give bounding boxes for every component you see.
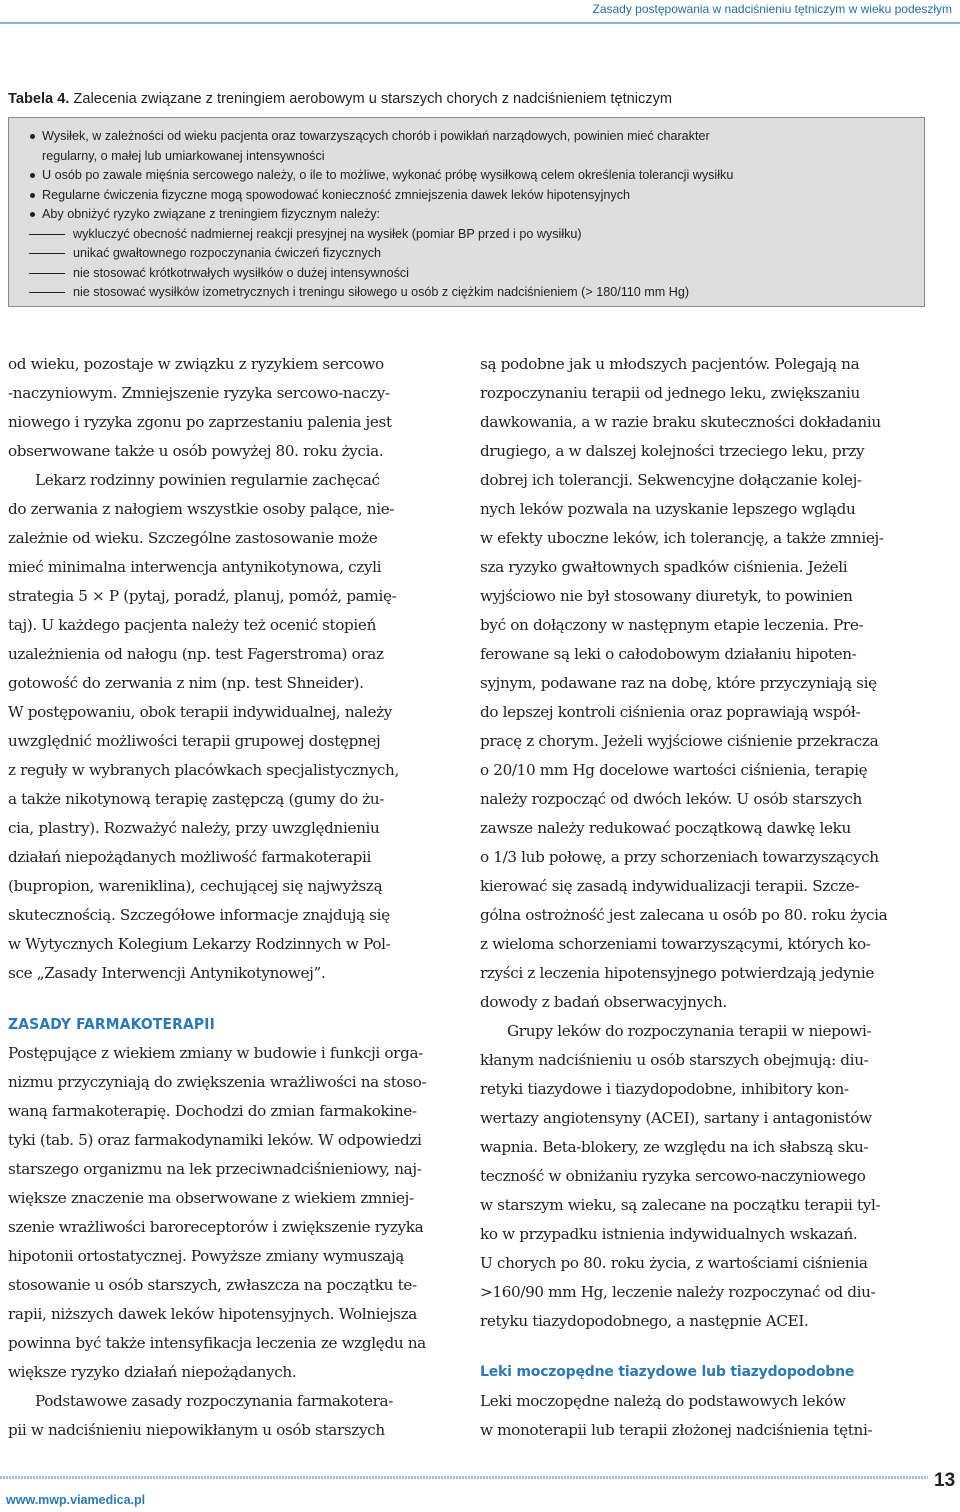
text-line: cia, plastry). Rozważyć należy, przy uwzględnieniu	[8, 819, 380, 837]
text-line: większe znaczenie ma obserwowane z wiekiem zmniej-	[8, 1189, 414, 1207]
subsection-heading: Leki moczopędne tiazydowe lub tiazydopodobne	[480, 1364, 855, 1380]
text-line: ko w przypadku istnienia indywidualnych wskazań.	[480, 1225, 858, 1243]
dash-icon	[29, 234, 65, 235]
table-bullet-item	[29, 147, 910, 167]
text-line: z reguły w wybranych placówkach specjalistycznych,	[8, 761, 399, 779]
text-line: rapii, niższych dawek leków hipotensyjnych. Wolniejsza	[8, 1305, 417, 1323]
text-line: W postępowaniu, obok terapii indywidualnej, należy	[8, 703, 393, 721]
text-line: powinna być także intensyfikacja leczenia ze względu na	[8, 1334, 426, 1352]
text-line: w efekty uboczne leków, ich tolerancję, a także zmniej-	[480, 529, 884, 547]
text-line: do zerwania z nałogiem wszystkie osoby palące, nie-	[8, 500, 395, 518]
text-line: dowody z badań obserwacyjnych.	[480, 993, 727, 1011]
table-dash-item	[29, 264, 910, 284]
text-line: pii w nadciśnieniu niepowikłanym u osób starszych	[8, 1421, 385, 1439]
text-line: być on dołączony w następnym etapie leczenia. Pre-	[480, 616, 864, 634]
table-title	[8, 91, 953, 107]
text-line: dobrej ich tolerancji. Sekwencyjne dołączanie kolej-	[480, 471, 862, 489]
running-header	[0, 0, 960, 22]
table-item-text: U osób po zawale mięśnia sercowego należy, o ile to możliwe, wykonać próbę wysiłkową celem określenia tolerancji wysiłku	[42, 168, 734, 182]
text-line: strategia 5 × P (pytaj, poradź, planuj, pomóż, pamię-	[8, 587, 397, 605]
dash-icon	[29, 292, 65, 293]
text-line: kierować się zasadą indywidualizacji terapii. Szcze-	[480, 877, 860, 895]
text-line: zawsze należy redukować początkową dawkę leku	[480, 819, 851, 837]
table-item-text: nie stosować wysiłków izometrycznych i treningu siłowego u osób z ciężkim nadciśnieniem (> 180/110 mm Hg)	[73, 285, 690, 299]
right-column	[480, 350, 932, 1445]
table-title-lead: Tabela 4.	[8, 91, 70, 107]
text-line: wertazy angiotensyny (ACEI), sartany i antagonistów	[480, 1109, 872, 1127]
text-line: w monoterapii lub terapii złożonej nadciśnienia tętni-	[480, 1421, 873, 1439]
text-line: pracę z chorym. Jeżeli wyjściowe ciśnienie przekracza	[480, 732, 879, 750]
text-line: teczność w obniżaniu ryzyka sercowo-naczyniowego	[480, 1167, 866, 1185]
bullet-icon	[30, 193, 35, 198]
table-item-text: unikać gwałtownego rozpoczynania ćwiczeń fizycznych	[73, 246, 381, 260]
text-line: Lekarz rodzinny powinien regularnie zachęcać	[35, 471, 380, 489]
text-line: mieć minimalna interwencja antynikotynowa, czyli	[8, 558, 382, 576]
text-line: obserwowane także u osób powyżej 80. roku życia.	[8, 442, 384, 460]
text-line: w starszym wieku, są zalecane na początku terapii tyl-	[480, 1196, 881, 1214]
table-item-text: Aby obniżyć ryzyko związane z treningiem fizycznym należy:	[42, 207, 381, 221]
text-line: dawkowania, a w razie braku skuteczności dokładaniu	[480, 413, 881, 431]
table-dash-item	[29, 283, 910, 303]
text-line: sza ryzyko gwałtownych spadków ciśnienia. Jeżeli	[480, 558, 848, 576]
text-line: retyku tiazydopodobnego, a następnie ACEI.	[480, 1312, 809, 1330]
text-line: a także nikotynową terapię zastępczą (gumy do żu-	[8, 790, 385, 808]
table-bullet-item	[29, 127, 910, 147]
text-line: wapnia. Beta-blokery, ze względu na ich słabszą sku-	[480, 1138, 869, 1156]
dash-icon	[29, 253, 65, 254]
text-line: >160/90 mm Hg, leczenie należy rozpoczynać od diu-	[480, 1283, 876, 1301]
table-box	[8, 117, 925, 307]
text-line: nych leków pozwala na uzyskanie lepszego wglądu	[480, 500, 856, 518]
text-line: od wieku, pozostaje w związku z ryzykiem sercowo	[8, 355, 384, 373]
header-rule	[0, 22, 960, 24]
table-dash-item	[29, 244, 910, 264]
text-line: sce „Zasady Interwencji Antynikotynowej”.	[8, 964, 326, 982]
text-line: uzależnienia od nałogu (np. test Fagerstroma) oraz	[8, 645, 384, 663]
left-column	[8, 350, 460, 1445]
bullet-icon	[30, 134, 35, 139]
footer-rule	[0, 1476, 928, 1479]
text-line: (bupropion, wareniklina), cechującej się najwyższą	[8, 877, 383, 895]
text-line: o 1/3 lub połowę, a przy schorzeniach towarzyszących	[480, 848, 879, 866]
text-line: U chorych po 80. roku życia, z wartościami ciśnienia	[480, 1254, 868, 1272]
text-line: kłanym nadciśnieniu u osób starszych obejmują: diu-	[480, 1051, 869, 1069]
text-line: niowego i ryzyka zgonu po zaprzestaniu palenia jest	[8, 413, 392, 431]
table-item-text: Regularne ćwiczenia fizyczne mogą spowodować konieczność zmniejszenia dawek leków hipotensyjnych	[42, 187, 631, 202]
table-item-text: regularny, o małej lub umiarkowanej intensywności	[42, 148, 325, 163]
text-line: większe ryzyko działań niepożądanych.	[8, 1363, 297, 1381]
text-line: drugiego, a w dalszej kolejności trzeciego leku, przy	[480, 442, 865, 460]
text-line: rozpoczynaniu terapii od jednego leku, zwiększaniu	[480, 384, 860, 402]
text-line: o 20/10 mm Hg docelowe wartości ciśnienia, terapię	[480, 761, 868, 779]
page-number: 13	[934, 1470, 956, 1491]
text-line: gotowość do zerwania z nim (np. test Shneider).	[8, 674, 364, 692]
text-line: hipotonii ortostatycznej. Powyższe zmiany wymuszają	[8, 1247, 404, 1265]
dash-icon	[29, 273, 65, 274]
bullet-icon	[30, 212, 35, 217]
text-line: szenie wrażliwości baroreceptorów i zwiększenie ryzyka	[8, 1218, 424, 1236]
text-line: działań niepożądanych możliwość farmakoterapii	[8, 848, 372, 866]
running-title: Zasady postępowania w nadciśnieniu tętniczym w wieku podeszłym	[592, 2, 952, 16]
text-line: Podstawowe zasady rozpoczynania farmakotera-	[35, 1392, 394, 1410]
text-line: stosowanie u osób starszych, zwłaszcza na początku te-	[8, 1276, 417, 1294]
table-title-text: Zalecenia związane z treningiem aerobowym u starszych chorych z nadciśnieniem tętniczym	[69, 91, 673, 107]
text-line: tyki (tab. 5) oraz farmakodynamiki leków. W odpowiedzi	[8, 1131, 422, 1149]
text-line: do lepszej kontroli ciśnienia oraz poprawiają współ-	[480, 703, 861, 721]
text-line: Postępujące z wiekiem zmiany w budowie i funkcji orga-	[8, 1044, 423, 1062]
table-dash-item	[29, 225, 910, 245]
section-heading: ZASADY FARMAKOTERAPII	[8, 1015, 215, 1033]
text-line: są podobne jak u młodszych pacjentów. Polegają na	[480, 355, 860, 373]
text-line: nizmu przyczyniają do zwiększenia wrażliwości na stoso-	[8, 1073, 427, 1091]
text-line: należy rozpocząć od dwóch leków. U osób starszych	[480, 790, 862, 808]
text-line: Leki moczopędne należą do podstawowych leków	[480, 1392, 846, 1410]
text-line: uwzględnić możliwości terapii grupowej dostępnej	[8, 732, 381, 750]
text-line: Grupy leków do rozpoczynania terapii w niepowi-	[507, 1022, 872, 1040]
text-line: syjnym, podawane raz na dobę, które przyczyniają się	[480, 674, 877, 692]
table-item-text: wykluczyć obecność nadmiernej reakcji presyjnej na wysiłek (pomiar BP przed i po wysiłku)	[73, 226, 582, 241]
text-line: rzyści z leczenia hipotensyjnego potwierdzają jedynie	[480, 964, 874, 982]
text-line: skutecznością. Szczegółowe informacje znajdują się	[8, 906, 390, 924]
text-line: ferowane są leki o całodobowym działaniu hipoten-	[480, 645, 857, 663]
text-line: waną farmakoterapię. Dochodzi do zmian farmakokine-	[8, 1102, 417, 1120]
text-line: taj). U każdego pacjenta należy też ocenić stopień	[8, 616, 376, 634]
table-bullet-item	[29, 205, 910, 225]
table-bullet-item	[29, 186, 910, 206]
section-gap	[8, 988, 460, 1010]
footer-url[interactable]: www.mwp.viamedica.pl	[6, 1493, 146, 1507]
text-line: w Wytycznych Kolegium Lekarzy Rodzinnych w Pol-	[8, 935, 391, 953]
text-line: z wieloma schorzeniami towarzyszącymi, których ko-	[480, 935, 871, 953]
text-line: gólna ostrożność jest zalecana u osób po 80. roku życia	[480, 906, 888, 924]
text-line: zależnie od wieku. Szczególne zastosowanie może	[8, 529, 378, 547]
text-line: wyjściowo nie był stosowany diuretyk, to powinien	[480, 587, 853, 605]
text-line: retyki tiazydowe i tiazydopodobne, inhibitory kon-	[480, 1080, 849, 1098]
bullet-icon	[30, 173, 35, 178]
text-line: starszego organizmu na lek przeciwnadciśnieniowy, naj-	[8, 1160, 422, 1178]
table-bullet-item	[29, 166, 910, 186]
table-item-text: Wysiłek, w zależności od wieku pacjenta oraz towarzyszących chorób i powikłań narządowych, powinien mieć charakter	[42, 129, 710, 143]
section-gap	[480, 1336, 932, 1358]
text-line: -naczyniowym. Zmniejszenie ryzyka sercowo-naczy-	[8, 384, 390, 402]
table-item-text: nie stosować krótkotrwałych wysiłków o dużej intensywności	[73, 265, 409, 280]
